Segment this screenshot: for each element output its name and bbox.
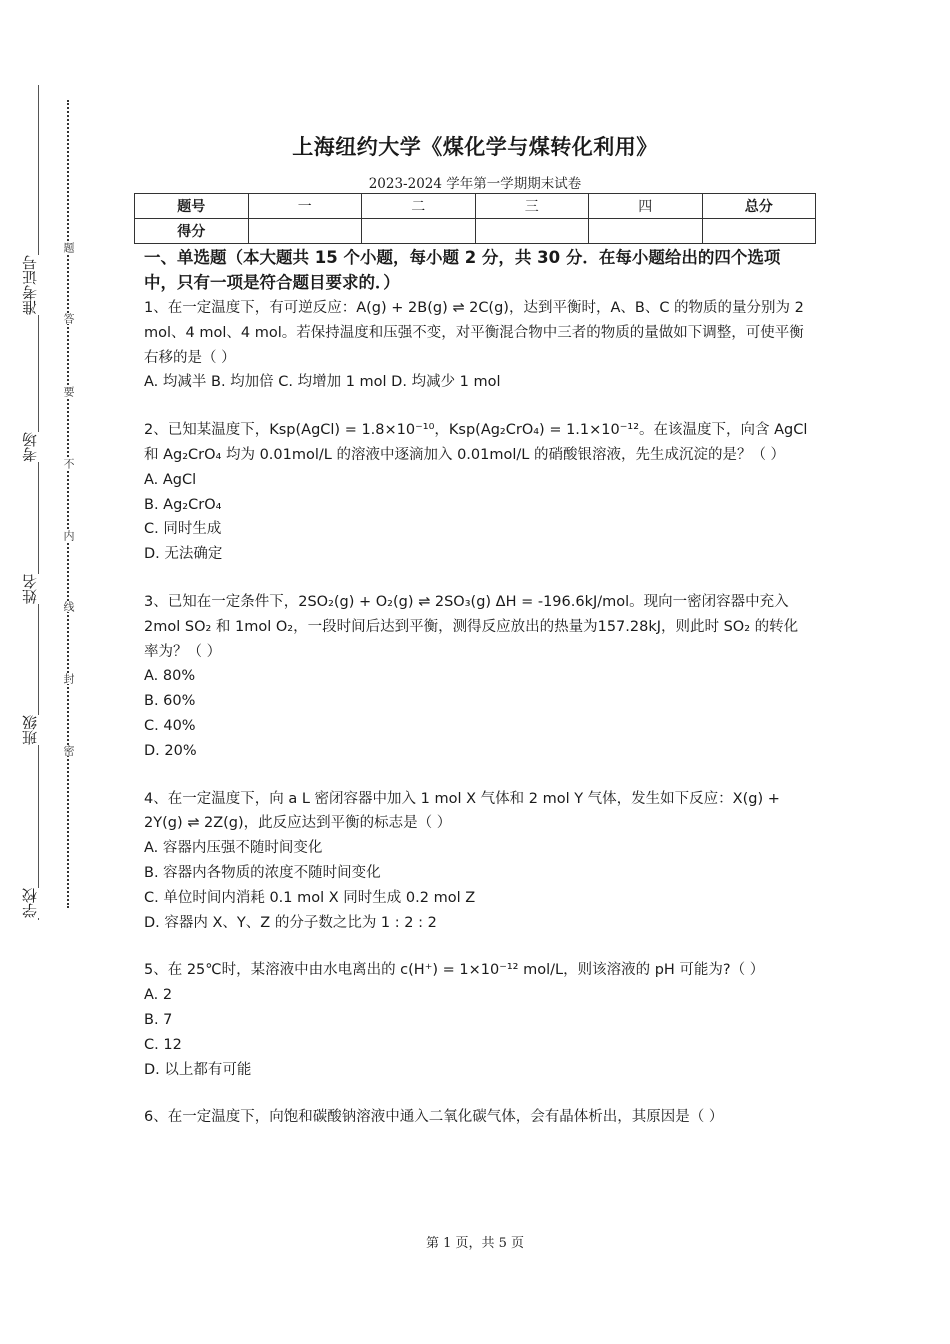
score-header-cell: 二 bbox=[362, 194, 476, 219]
question-stem: 1、在一定温度下，有可逆反应：A(g) + 2B(g) ⇌ 2C(g)，达到平衡时，A、B、C 的物质的量分别为 2 mol、4 mol、4 mol。若保持温度和压强不变，对平衡混合物中三者的物质的量做如下调整，可使平衡右移的是（ ） bbox=[144, 300, 804, 366]
score-header-cell: 一 bbox=[248, 194, 362, 219]
question bbox=[144, 418, 810, 567]
question-option: A. AgCl bbox=[144, 471, 197, 488]
section-title: 一、单选题（本大题共 15 个小题，每小题 2 分，共 30 分．在每小题给出的四个选项中，只有一项是符合题目要求的．） bbox=[144, 248, 781, 292]
exam-title: 上海纽约大学《煤化学与煤转化利用》 bbox=[292, 135, 658, 159]
question-option: C. 12 bbox=[144, 1036, 182, 1053]
score-cell bbox=[248, 219, 362, 244]
question-option: C. 40% bbox=[144, 717, 196, 734]
exam-content bbox=[144, 245, 810, 1153]
page-footer: 第 1 页，共 5 页 bbox=[425, 1236, 525, 1251]
question-option: B. Ag₂CrO₄ bbox=[144, 496, 222, 513]
exam-room-label: 考场 bbox=[22, 432, 44, 462]
score-header-cell: 总分 bbox=[702, 194, 816, 219]
question bbox=[144, 296, 810, 395]
seal-warning-char: 不 bbox=[59, 458, 75, 469]
question-option: D. 20% bbox=[144, 742, 197, 759]
question bbox=[144, 1105, 810, 1130]
seal-warning-char: 内 bbox=[59, 530, 75, 541]
question-options: A. 均减半 B. 均加倍 C. 均增加 1 mol D. 均减少 1 mol bbox=[144, 374, 501, 391]
seal-warning-char: 题 bbox=[59, 242, 75, 253]
score-cell bbox=[589, 219, 703, 244]
question-option: B. 7 bbox=[144, 1011, 173, 1028]
score-table-score-row bbox=[135, 219, 816, 244]
seal-warning-char: 线 bbox=[59, 601, 75, 612]
seal-warning-char: 封 bbox=[59, 673, 75, 684]
question-option: C. 单位时间内消耗 0.1 mol X 同时生成 0.2 mol Z bbox=[144, 889, 476, 906]
question-option: A. 2 bbox=[144, 987, 173, 1004]
exam-subtitle: 2023-2024 学年第一学期期末试卷 bbox=[368, 176, 582, 192]
seal-warning-char: 答 bbox=[59, 313, 75, 324]
question-option: B. 容器内各物质的浓度不随时间变化 bbox=[144, 864, 381, 881]
school-label: 学校 bbox=[22, 888, 44, 918]
question-stem: 4、在一定温度下，向 a L 密闭容器中加入 1 mol X 气体和 2 mol Y 气体，发生如下反应：X(g) + 2Y(g) ⇌ 2Z(g)，此反应达到平衡的标志是（ ） bbox=[144, 790, 780, 832]
name-label: 姓名 bbox=[22, 574, 44, 604]
score-cell bbox=[702, 219, 816, 244]
binding-margin-line bbox=[38, 85, 39, 920]
question-option: D. 以上都有可能 bbox=[144, 1061, 252, 1078]
score-header-cell: 四 bbox=[589, 194, 703, 219]
score-header-cell: 三 bbox=[475, 194, 589, 219]
seal-warning-char: 要 bbox=[59, 386, 75, 397]
question bbox=[144, 590, 810, 764]
question-stem: 3、已知在一定条件下，2SO₂(g) + O₂(g) ⇌ 2SO₃(g) ΔH = -196.6kJ/mol。现向一密闭容器中充入 2mol SO₂ 和 1mol O₂，一段时间后达到平衡，测得反应放出的热量为157.28kJ，则此时 SO₂ 的转化率为？（ ） bbox=[144, 593, 799, 660]
exam-id-label: 准考证号 bbox=[22, 255, 44, 315]
seal-dotted-line bbox=[67, 100, 69, 908]
class-label: 班级 bbox=[22, 715, 44, 745]
score-cell bbox=[362, 219, 476, 244]
score-table-header-row bbox=[135, 194, 816, 219]
score-row-label: 得分 bbox=[135, 219, 249, 244]
question bbox=[144, 787, 810, 936]
seal-warning-char: 密 bbox=[59, 745, 75, 756]
question-stem: 6、在一定温度下，向饱和碳酸钠溶液中通入二氧化碳气体，会有晶体析出，其原因是（ ） bbox=[144, 1109, 724, 1126]
question-option: A. 容器内压强不随时间变化 bbox=[144, 840, 323, 857]
question bbox=[144, 958, 810, 1082]
question-option: C. 同时生成 bbox=[144, 521, 222, 538]
question-stem: 2、已知某温度下，Ksp(AgCl) = 1.8×10⁻¹⁰，Ksp(Ag₂CrO₄) = 1.1×10⁻¹²。在该温度下，向含 AgCl 和 Ag₂CrO₄ 均为 0.01mol/L 的溶液中逐滴加入 0.01mol/L 的硝酸银溶液，先生成沉淀的是？（ ） bbox=[144, 422, 808, 463]
score-header-cell: 题号 bbox=[135, 194, 249, 219]
question-option: D. 容器内 X、Y、Z 的分子数之比为 1 : 2 : 2 bbox=[144, 914, 437, 931]
question-option: A. 80% bbox=[144, 668, 196, 685]
question-option: D. 无法确定 bbox=[144, 546, 223, 563]
score-cell bbox=[475, 219, 589, 244]
score-table bbox=[134, 193, 816, 244]
question-stem: 5、在 25℃时，某溶液中由水电离出的 c(H⁺) = 1×10⁻¹² mol/L，则该溶液的 pH 可能为?（ ） bbox=[144, 962, 765, 979]
question-option: B. 60% bbox=[144, 693, 196, 710]
